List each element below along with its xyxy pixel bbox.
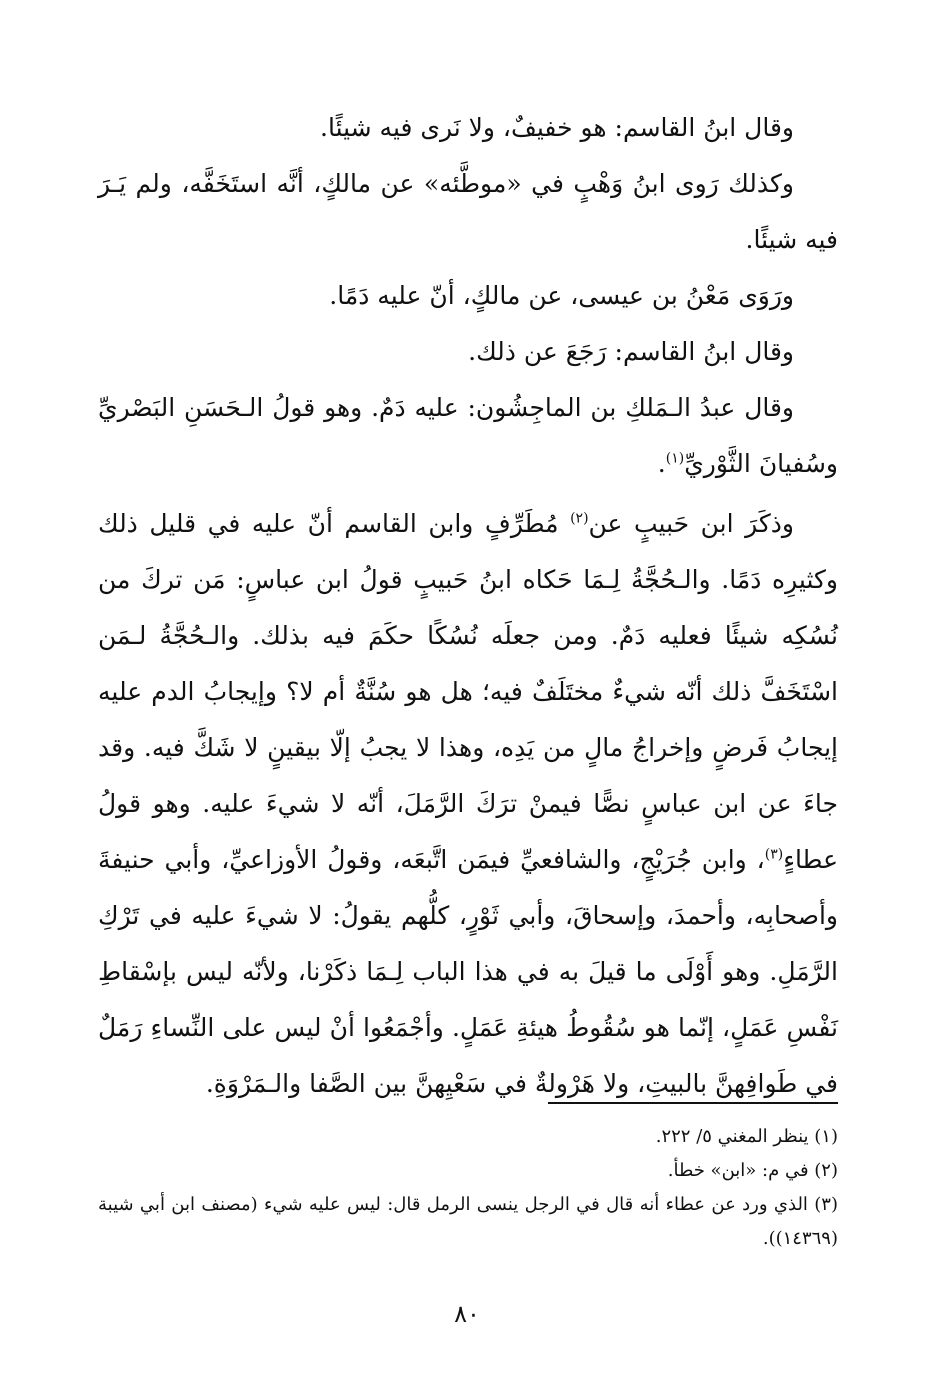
footnote-1: (١) ينظر المغني ٥/ ٢٢٢. [655,1126,838,1147]
footnote-3: (٣) الذي ورد عن عطاء أنه قال في الرجل ينسى الرمل قال: ليس عليه شيء (مصنف ابن أبي شيبة (١٤٣٦٩)). [98,1194,838,1249]
paragraph-3: ورَوَى مَعْنُ بن عيسى، عن مالكٍ، أنّ عليه دَمًا. [329,281,794,310]
paragraph-6 [98,496,838,1112]
footnote-ref-3: (٣) [764,846,784,863]
paragraph-5-end: . [657,449,666,478]
paragraph-6-part-b: مُطَرِّفٍ وابن القاسم أنّ عليه في قليل ذلك وكثيرِه دَمًا. والـحُجَّةُ لِـمَا حَكاه ابنُ حَبيبٍ قولُ ابن عباسٍ: مَن تركَ من نُسُكِه شيئًا فعليه دَمٌ. ومن جعلَه نُسُكًا حكَمَ فيه بذلك. والـحُجَّةُ لـمَن اسْتَخَفَّ ذلك أنّه شيءٌ مختَلَفٌ فيه؛ هل هو سُنَّةٌ أم لا؟ وإيجابُ الدم عليه إيجابُ فَرضٍ وإخراجُ مالٍ من يَدِه، وهذا لا يجبُ إلّا بيقينٍ لا شَكَّ فيه. وقد جاءَ عن ابن عباسٍ نصًّا فيمنْ ترَكَ الرَّمَلَ، أنّه لا شيءَ عليه. وهو قولُ عطاءٍ [98,509,838,874]
page-number: ٨٠ [454,1300,480,1328]
main-text [98,100,838,1112]
footnote-2: (٢) في م: «ابن» خطأ. [667,1160,838,1181]
paragraph-5 [98,380,838,492]
footnote-ref-1: (١) [665,450,685,467]
footnote-ref-2: (٢) [570,510,589,527]
paragraph-1: وقال ابنُ القاسم: هو خفيفٌ، ولا نَرى فيه شيئًا. [320,113,794,142]
paragraph-6-part-a: وذكَرَ ابن حَبيبٍ عن [588,509,795,538]
paragraph-5-text: وقال عبدُ الـمَلكِ بن الماجِشُون: عليه دَمٌ. وهو قولُ الـحَسَنِ البَصْريِّ وسُفيانَ الثَّوْريِّ [98,393,838,478]
paragraph-6-part-c: ، وابن جُرَيْجٍ، والشافعيِّ فيمَن اتَّبعَه، وقولُ الأوزاعيِّ، وأبي حنيفةَ وأصحابِه، وأحمدَ، وإسحاقَ، وأبي ثَوْرٍ، كلُّهم يقولُ: لا شيءَ عليه في تَرْكِ الرَّمَلِ. وهو أَوْلَى ما قيلَ به في هذا الباب لِـمَا ذكَرْنا، ولأنّه ليس بإسْقاطِ نَفْسِ عَمَلٍ، إنّما هو سُقُوطُ هيئةِ عَمَلٍ. وأجْمَعُوا أنْ ليس على النِّساءِ رَمَلٌ في طَوافِهنَّ بالبيتِ، ولا هَرْولةٌ في سَعْيِهنَّ بين الصَّفا والـمَرْوَةِ. [98,845,838,1098]
paragraph-2: وكذلك رَوى ابنُ وَهْبٍ في «موطَّئه» عن مالكٍ، أنَّه استَخَفَّه، ولم يَـرَ فيه شيئًا. [98,169,838,254]
footnotes [98,1120,838,1256]
paragraph-4: وقال ابنُ القاسم: رَجَعَ عن ذلك. [468,337,794,366]
footnote-divider [548,1102,838,1104]
